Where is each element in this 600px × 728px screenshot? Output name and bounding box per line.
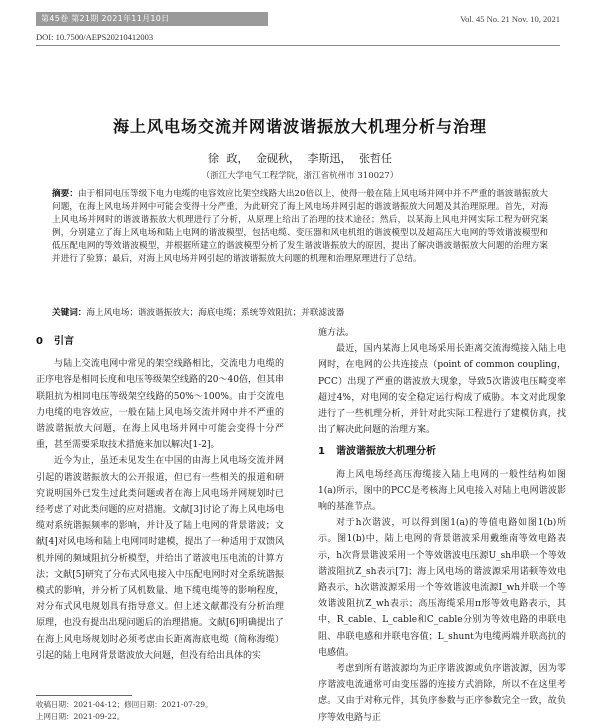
abstract-block [52, 188, 548, 267]
section-heading-intro [36, 334, 284, 350]
abstract-label: 摘要： [52, 189, 78, 199]
keywords-block [52, 307, 548, 320]
body-paragraph: 考虑到所有谐波源均为正序谐波源或负序谐波源，因为零序谐波电流通常可由变压器的连接方式消除，所以不在这里考虑。又由于对称元件，其负序参数与正序参数完全一致，故负序等效电路与正 [318, 664, 566, 723]
section-title: 引言 [54, 336, 74, 347]
keywords-text: 海上风电场；谐波谐振放大；海底电缆；系统等效阻抗；并联滤波器 [86, 308, 345, 318]
body-paragraph: 施方法。 [318, 328, 355, 338]
header-divider [36, 45, 560, 46]
section-heading-1 [318, 444, 566, 460]
body-paragraph: 与陆上交流电网中常见的架空线路相比，交流电力电缆的正序电容是相同长度和电压等级架空线路的20～40倍，但其串联阻抗为相同电压等级架空线路的50%～100%。由于交流电力电缆的电容效应，一般在陆上风电场交流并网中并不严重的谐波谐振放大问题，在海上风电场并网中可能会变得十分严重，甚至需要采取技术措施来加以解决[1-2]。 [36, 359, 284, 451]
body-paragraph: 海上风电场经高压海缆接入陆上电网的一般性结构如图1(a)所示，图中的PCC是考核海上风电接入对陆上电网谐波影响的基准节点。 [318, 469, 566, 513]
keywords-label: 关键词： [52, 308, 87, 318]
paper-title: 海上风电场交流并网谐波谐振放大机理分析与治理 [112, 117, 487, 136]
body-paragraph: 近今为止，虽还未见发生在中国的由海上风电场交流并网引起的谐波谐振放大的公开报道，但已有一些相关的报道和研究说明国外已发生过此类问题或者在海上风电场并网规划时已经考虑了对此类问题的应对措施。文献[3]讨论了海上风电场电缆对系统谐振频率的影响，并计及了陆上电网的背景谐波；文献[4]对风电场和陆上电网同时建模，提出了一种适用于双馈风机并网的频域阻抗分析模型，并给出了谐波电压电流的计算方法；文献[5]研究了分布式风电接入中压配电网时对全系统谐振模式的影响，并分析了风机数量、地下缆电缆等的影响程度，对分布式风电规划具有指导意义。但上述文献都没有分析治理原理，也没有提出出现问题后的治理措施。文献[6]明确提出了在海上风电场规划时必须考虑由长距离海底电缆（简称海缆）引起的陆上电网背景谐波放大问题，但没有给出具体的实 [36, 456, 284, 661]
body-paragraph: 最近，国内某海上风电场采用长距离交流海缆接入陆上电网时，在电网的公共连接点（point of common coupling，PCC）出现了严重的谐波放大现象，导致5次谐波电压畸变率超过4%，对电网的安全稳定运行构成了威胁。本文对此现象进行了一些机理分析，并针对此实际工程进行了建模仿真，找出了解决此问题的治理方案。 [318, 344, 566, 436]
journal-volume-info: Vol. 45 No. 21 Nov. 10, 2021 [460, 14, 560, 24]
received-date-note: 收稿日期：2021-04-12；修回日期：2021-07-29。 [36, 700, 213, 709]
left-column [36, 328, 284, 664]
abstract-text: 由于相同电压等级下电力电缆的电容效应比架空线路大出20倍以上，使得一般在陆上风电场并网中并不严重的谐波谐振放大问题，在海上风电场并网中可能会变得十分严重，为此研究了海上风电场并网引起的谐波谐振放大问题及其治理原理。首先，对海上风电场并网时的谐波谐振放大机理进行了分析，从原理上给出了治理的技术途径；然后，以某海上风电并网实际工程为研究案例，分别建立了海上风电场和陆上电网的谐波模型，包括电缆、变压器和风电机组的谐波模型以及超高压大电网的等效谐波模型和低压配电网的等效谐波模型，并根据所建立的谐波模型分析了发生谐波谐振放大的原因，提出了解决谐波谐振放大问题的治理方案并进行了验算；最后，对海上风电场并网引起的谐波谐振放大问题的机理和治理原理进行了总结。 [52, 189, 548, 265]
section-title: 谐波谐振放大机理分析 [336, 446, 436, 458]
doi-line[interactable]: DOI: 10.7500/AEPS20210412003 [36, 32, 154, 42]
footnote-divider [36, 695, 132, 696]
author-list: 徐 政， 金砚秋， 李斯迅， 张哲任 [208, 152, 392, 165]
affiliation: （浙江大学电气工程学院，浙江省杭州市 310027） [201, 171, 399, 181]
journal-issue-banner: 第45卷 第21期 2021年11月10日 [36, 12, 268, 26]
section-number: 0 [36, 336, 43, 347]
section-number: 1 [318, 446, 325, 458]
online-date-note: 上网日期：2021-09-22。 [36, 712, 125, 721]
right-column [318, 328, 566, 726]
body-paragraph: 对于h次谐波，可以得到图1(a)的等值电路如图1(b)所示。图1(b)中，陆上电网的背景谐波采用戴维南等效电路表示，h次背景谐波采用一个等效谐波电压源U_sh串联一个等效谐波阻抗Z_sh表示[7]；海上风电场的谐波源采用诺顿等效电路表示，h次谐波源采用一个等效谐波电流源I_wh并联一个等效谐波阻抗Z_wh表示；高压海缆采用π形等效电路表示，其中，R_cable、L_cable和C_cable分别为等效电路的串联电阻、串联电感和并联电容值；L_shunt为电缆两端并联高抗的电感值。 [318, 518, 566, 658]
